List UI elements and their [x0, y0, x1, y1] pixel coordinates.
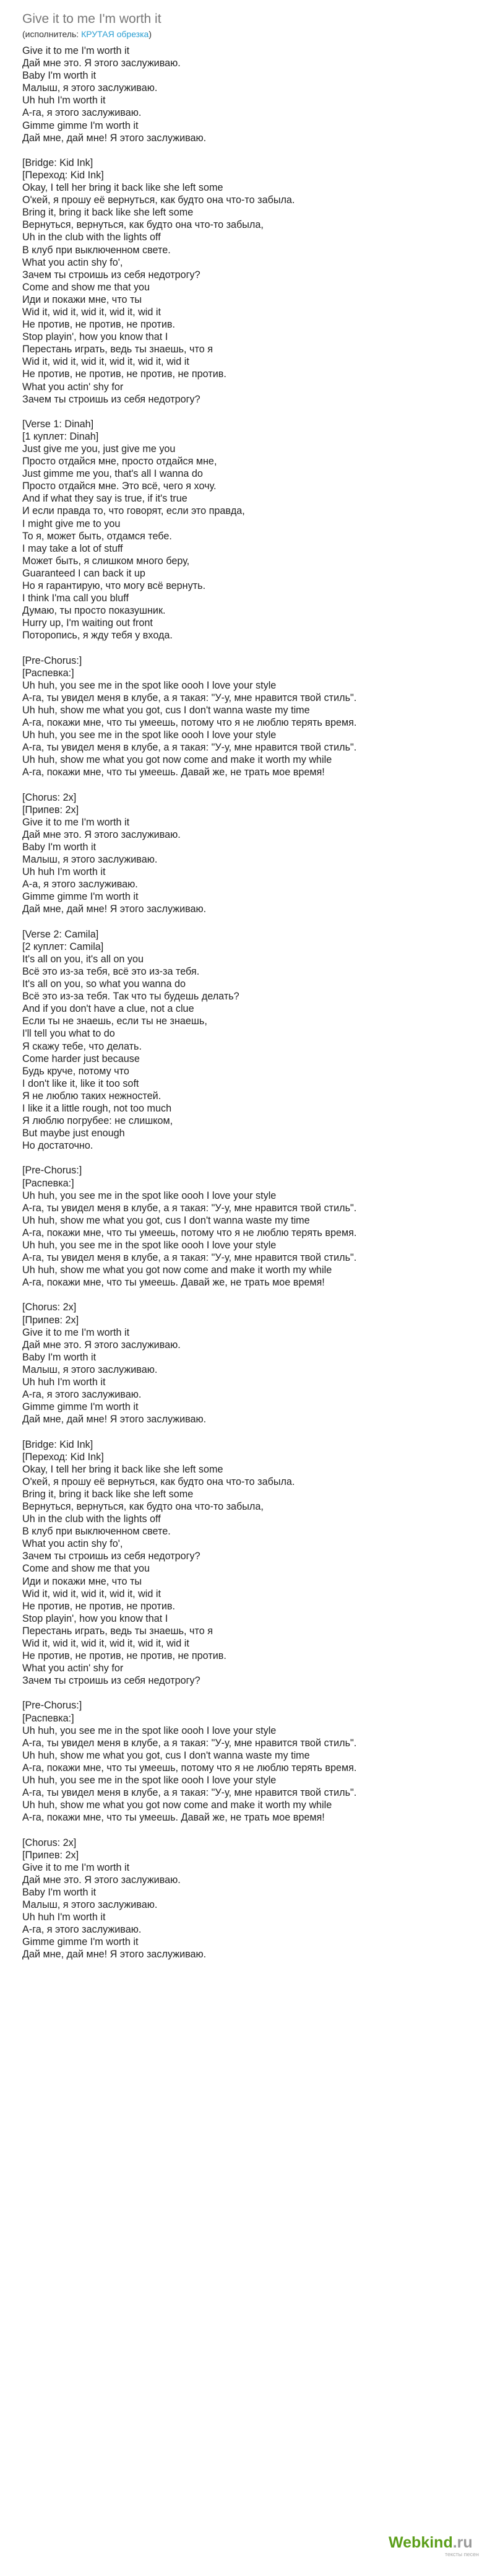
lyric-line: А-га, я этого заслуживаю.: [22, 107, 142, 119]
lyric-line: Uh huh, show me what you got now come and make it worth my while: [22, 1799, 332, 1811]
lyric-line: Baby I'm worth it: [22, 842, 97, 853]
lyric-line: Всё это из-за тебя, всё это из-за тебя.: [22, 965, 200, 977]
lyric-line: What you actin shy fo',: [22, 1538, 123, 1550]
lyric-line: Зачем ты строишь из себя недотрогу?: [22, 1675, 200, 1687]
lyric-line: Дай мне это. Я этого заслуживаю.: [22, 58, 181, 69]
lyric-line: Малыш, я этого заслуживаю.: [22, 1899, 158, 1910]
lyric-line: Перестань играть, ведь ты знаешь, что я: [22, 1625, 213, 1637]
lyric-line: А-а, я этого заслуживаю.: [22, 879, 138, 890]
lyric-line: А-га, я этого заслуживаю.: [22, 1924, 142, 1936]
lyric-line: [Распевка:]: [22, 667, 74, 679]
lyric-line: Uh huh, you see me in the spot like oooh I love your style: [22, 1775, 277, 1786]
lyric-line: [Переход: Kid Ink]: [22, 169, 104, 181]
lyric-line: [Bridge: Kid Ink]: [22, 1438, 93, 1450]
lyric-line: Но достаточно.: [22, 1140, 93, 1152]
lyric-line: [2 куплет: Camila]: [22, 941, 104, 952]
lyric-line: [Припев: 2x]: [22, 804, 79, 816]
lyric-line: Uh huh, you see me in the spot like oooh I love your style: [22, 729, 277, 741]
lyrics-text: [22, 45, 480, 1960]
lyric-line: Give it to me I'm worth it: [22, 1326, 130, 1338]
lyric-line: Дай мне это. Я этого заслуживаю.: [22, 1339, 181, 1351]
stanza-gap: [22, 916, 480, 928]
lyric-line: Uh huh I'm worth it: [22, 1377, 106, 1388]
lyric-line: Дай мне, дай мне! Я этого заслуживаю.: [22, 903, 207, 915]
lyric-line: Дай мне, дай мне! Я этого заслуживаю.: [22, 1414, 207, 1425]
lyric-line: Зачем ты строишь из себя недотрогу?: [22, 269, 200, 281]
lyric-line: [Chorus: 2x]: [22, 791, 77, 803]
stanza-gap: [22, 642, 480, 655]
lyric-line: Gimme gimme I'm worth it: [22, 1401, 139, 1413]
lyric-line: Uh huh, you see me in the spot like oooh I love your style: [22, 1725, 277, 1736]
logo-subtitle: тексты песен: [444, 2551, 479, 2557]
lyric-line: Baby I'm worth it: [22, 1351, 97, 1363]
lyric-line: [Припев: 2x]: [22, 1849, 79, 1861]
lyric-line: Uh huh, you see me in the spot like oooh I love your style: [22, 1190, 277, 1201]
lyric-line: А-га, я этого заслуживаю.: [22, 1389, 142, 1401]
lyric-line: [Припев: 2x]: [22, 1314, 79, 1326]
lyric-line: Uh huh, show me what you got, cus I don't wanna waste my time: [22, 1214, 310, 1226]
lyric-line: Baby I'm worth it: [22, 70, 97, 82]
artist-line: [22, 28, 480, 40]
lyric-line: Okay, I tell her bring it back like she left some: [22, 1463, 223, 1475]
lyric-line: Bring it, bring it back like she left some: [22, 207, 194, 219]
lyric-line: Зачем ты строишь из себя недотрогу?: [22, 393, 200, 405]
lyric-line: В клуб при выключенном свете.: [22, 1526, 171, 1538]
lyric-line: Не против, не против, не против.: [22, 319, 175, 331]
lyric-line: It's all on you, it's all on you: [22, 953, 144, 965]
lyric-line: Hurry up, I'm waiting out front: [22, 617, 153, 629]
lyric-line: [Pre-Chorus:]: [22, 655, 82, 666]
lyric-line: Uh huh, show me what you got, cus I don't wanna waste my time: [22, 1749, 310, 1761]
lyric-line: Вернуться, вернуться, как будто она что-то забыла,: [22, 219, 264, 231]
lyric-line: Может быть, я слишком много беру,: [22, 555, 190, 567]
lyric-line: Просто отдайся мне. Это всё, чего я хочу.: [22, 481, 217, 492]
lyric-line: А-га, ты увидел меня в клубе, а я такая: "У-у, мне нравится твой стиль".: [22, 1787, 357, 1799]
lyric-line: [Chorus: 2x]: [22, 1837, 77, 1848]
lyric-line: Uh huh I'm worth it: [22, 1912, 106, 1923]
lyric-line: I think I'ma call you bluff: [22, 593, 129, 604]
lyric-line: I might give me to you: [22, 518, 121, 529]
lyric-line: Малыш, я этого заслуживаю.: [22, 82, 158, 94]
lyric-line: Я скажу тебе, что делать.: [22, 1040, 142, 1052]
lyric-line: [Verse 2: Camila]: [22, 928, 99, 940]
lyric-line: Uh huh, show me what you got, cus I don't wanna waste my time: [22, 704, 310, 716]
lyric-line: Малыш, я этого заслуживаю.: [22, 854, 158, 866]
lyric-line: Come and show me that you: [22, 1563, 150, 1575]
lyric-line: Gimme gimme I'm worth it: [22, 120, 139, 131]
lyric-line: Just give me you, just give me you: [22, 443, 176, 455]
lyric-line: Дай мне, дай мне! Я этого заслуживаю.: [22, 132, 207, 144]
lyric-line: And if what they say is true, if it's true: [22, 493, 187, 505]
lyric-line: Перестань играть, ведь ты знаешь, что я: [22, 344, 213, 355]
lyric-line: Give it to me I'm worth it: [22, 1861, 130, 1873]
lyric-line: [Pre-Chorus:]: [22, 1165, 82, 1177]
lyric-line: I may take a lot of stuff: [22, 542, 123, 554]
lyric-line: I like it a little rough, not too much: [22, 1102, 172, 1114]
lyric-line: А-га, ты увидел меня в клубе, а я такая: "У-у, мне нравится твой стиль".: [22, 1202, 357, 1214]
lyric-line: And if you don't have a clue, not a clue: [22, 1003, 194, 1015]
lyric-line: Uh in the club with the lights off: [22, 232, 161, 243]
lyric-line: I don't like it, like it too soft: [22, 1077, 139, 1089]
artist-link[interactable]: КРУТАЯ обрезка: [81, 29, 149, 39]
stanza-gap: [22, 1289, 480, 1301]
lyric-line: [Chorus: 2x]: [22, 1302, 77, 1313]
lyric-line: О'кей, я прошу её вернуться, как будто она что-то забыла.: [22, 194, 295, 206]
lyric-line: Всё это из-за тебя. Так что ты будешь делать?: [22, 991, 239, 1003]
lyric-line: А-га, ты увидел меня в клубе, а я такая: "У-у, мне нравится твой стиль".: [22, 742, 357, 754]
lyric-line: То я, может быть, отдамся тебе.: [22, 530, 172, 542]
lyric-line: Stop playin', how you know that I: [22, 331, 168, 343]
stanza-gap: [22, 1824, 480, 1836]
lyric-line: А-га, ты увидел меня в клубе, а я такая: "У-у, мне нравится твой стиль".: [22, 1252, 357, 1264]
lyric-line: Just gimme me you, that's all I wanna do: [22, 468, 203, 480]
lyric-line: И если правда то, что говорят, если это правда,: [22, 505, 245, 517]
lyric-line: Uh huh I'm worth it: [22, 95, 106, 107]
lyric-line: Uh huh, show me what you got now come and make it worth my while: [22, 1264, 332, 1276]
lyric-line: А-га, покажи мне, что ты умеешь. Давай же, не трать мое время!: [22, 767, 325, 778]
lyric-line: What you actin shy fo',: [22, 256, 123, 268]
site-logo[interactable]: [389, 2534, 481, 2566]
lyric-line: Иди и покажи мне, что ты: [22, 1575, 142, 1587]
lyric-line: Если ты не знаешь, если ты не знаешь,: [22, 1016, 207, 1027]
lyric-line: Stop playin', how you know that I: [22, 1612, 168, 1624]
lyric-line: Просто отдайся мне, просто отдайся мне,: [22, 456, 217, 468]
lyric-line: Не против, не против, не против.: [22, 1600, 175, 1612]
lyrics-page: [22, 11, 480, 1960]
stanza-gap: [22, 144, 480, 157]
lyric-line: Я люблю погрубее: не слишком,: [22, 1115, 173, 1127]
lyric-line: Uh huh, you see me in the spot like oooh I love your style: [22, 1240, 277, 1251]
stanza-gap: [22, 1152, 480, 1164]
stanza-gap: [22, 779, 480, 791]
lyric-line: А-га, покажи мне, что ты умеешь, потому что я не люблю терять время.: [22, 1227, 357, 1238]
lyric-line: Wid it, wid it, wid it, wid it, wid it, wid it: [22, 1638, 189, 1649]
lyric-line: [Распевка:]: [22, 1712, 74, 1724]
lyric-line: Дай мне, дай мне! Я этого заслуживаю.: [22, 1949, 207, 1960]
lyric-line: А-га, покажи мне, что ты умеешь, потому что я не люблю терять время.: [22, 717, 357, 729]
stanza-gap: [22, 406, 480, 418]
lyric-line: Но я гарантирую, что могу всё вернуть.: [22, 580, 206, 592]
lyric-line: Okay, I tell her bring it back like she left some: [22, 182, 223, 194]
lyric-line: Wid it, wid it, wid it, wid it, wid it: [22, 1588, 161, 1599]
logo-tld: .ru: [452, 2534, 473, 2551]
lyric-line: А-га, покажи мне, что ты умеешь. Давай же, не трать мое время!: [22, 1277, 325, 1289]
lyric-line: Wid it, wid it, wid it, wid it, wid it, wid it: [22, 356, 189, 368]
lyric-line: Не против, не против, не против, не против.: [22, 1650, 226, 1662]
logo-wordmark: [389, 2534, 481, 2551]
lyric-line: Малыш, я этого заслуживаю.: [22, 1364, 158, 1375]
lyric-line: Иди и покажи мне, что ты: [22, 294, 142, 305]
lyric-line: Uh huh, show me what you got now come and make it worth my while: [22, 754, 332, 766]
artist-prefix: (исполнитель:: [22, 29, 82, 39]
lyric-line: Gimme gimme I'm worth it: [22, 891, 139, 903]
lyric-line: Come and show me that you: [22, 281, 150, 293]
lyric-line: Give it to me I'm worth it: [22, 45, 130, 56]
lyric-line: Вернуться, вернуться, как будто она что-то забыла,: [22, 1500, 264, 1512]
lyric-line: Я не люблю таких нежностей.: [22, 1090, 161, 1102]
lyric-line: Дай мне это. Я этого заслуживаю.: [22, 1874, 181, 1886]
lyric-line: Зачем ты строишь из себя недотрогу?: [22, 1551, 200, 1562]
lyric-line: Guaranteed I can back it up: [22, 567, 145, 579]
artist-suffix: ): [148, 29, 152, 39]
lyric-line: Uh in the club with the lights off: [22, 1513, 161, 1525]
lyric-line: Думаю, ты просто показушник.: [22, 605, 166, 617]
lyric-line: [Bridge: Kid Ink]: [22, 157, 93, 168]
lyric-line: It's all on you, so what you wanna do: [22, 978, 186, 990]
lyric-line: [Pre-Chorus:]: [22, 1700, 82, 1712]
lyric-line: Поторопись, я жду тебя у входа.: [22, 630, 173, 642]
lyric-line: Give it to me I'm worth it: [22, 816, 130, 828]
lyric-line: What you actin' shy for: [22, 1663, 124, 1674]
lyric-line: [Распевка:]: [22, 1177, 74, 1189]
lyric-line: А-га, покажи мне, что ты умеешь, потому что я не люблю терять время.: [22, 1762, 357, 1773]
lyric-line: Не против, не против, не против, не против.: [22, 368, 226, 380]
lyric-line: Bring it, bring it back like she left some: [22, 1488, 194, 1500]
stanza-gap: [22, 1425, 480, 1438]
lyric-line: А-га, ты увидел меня в клубе, а я такая: "У-у, мне нравится твой стиль".: [22, 692, 357, 703]
stanza-gap: [22, 1687, 480, 1699]
page-title: Give it to me I'm worth it: [22, 12, 161, 26]
lyric-line: I'll tell you what to do: [22, 1028, 115, 1040]
lyric-line: Come harder just because: [22, 1053, 140, 1064]
lyric-line: Дай мне это. Я этого заслуживаю.: [22, 829, 181, 840]
lyric-line: Baby I'm worth it: [22, 1886, 97, 1898]
lyric-line: О'кей, я прошу её вернуться, как будто она что-то забыла.: [22, 1476, 295, 1487]
lyric-line: Uh huh I'm worth it: [22, 866, 106, 878]
lyric-line: Будь круче, потому что: [22, 1065, 129, 1077]
logo-main: Webkind: [389, 2534, 453, 2551]
lyric-line: Uh huh, you see me in the spot like oooh I love your style: [22, 679, 277, 691]
lyric-line: [1 куплет: Dinah]: [22, 430, 99, 442]
lyric-line: What you actin' shy for: [22, 381, 124, 393]
lyric-line: Wid it, wid it, wid it, wid it, wid it: [22, 306, 161, 318]
lyric-line: [Переход: Kid Ink]: [22, 1451, 104, 1463]
lyric-line: А-га, ты увидел меня в клубе, а я такая: "У-у, мне нравится твой стиль".: [22, 1737, 357, 1749]
lyric-line: В клуб при выключенном свете.: [22, 244, 171, 256]
lyric-line: [Verse 1: Dinah]: [22, 418, 94, 430]
lyric-line: А-га, покажи мне, что ты умеешь. Давай же, не трать мое время!: [22, 1812, 325, 1824]
lyric-line: Gimme gimme I'm worth it: [22, 1936, 139, 1948]
lyric-line: But maybe just enough: [22, 1128, 125, 1139]
